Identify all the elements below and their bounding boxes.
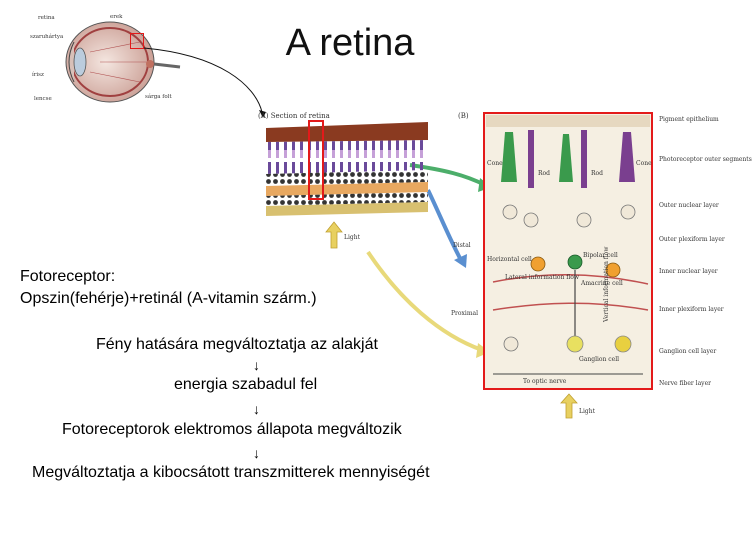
layer-label: Photoreceptor outer segments — [659, 156, 752, 163]
retina-section-drawing — [258, 122, 438, 217]
eye-label-blind-spot: sárga folt — [145, 94, 172, 100]
detail-label-horizontal-cell: Horizontal cell — [487, 256, 532, 263]
layer-label: Pigment epithelium — [659, 116, 719, 123]
layer-label: Outer plexiform layer — [659, 236, 725, 243]
light-arrow-icon — [326, 222, 342, 248]
detail-label-rod-2: Rod — [591, 170, 603, 177]
flow-arrow-3: ↓ — [253, 445, 260, 461]
eye-label-erek: erek — [110, 14, 123, 20]
detail-label-rod-1: Rod — [538, 170, 550, 177]
text-line-3: Fény hatására megváltoztatja az alakját — [96, 336, 378, 353]
retina-detail-figure — [451, 112, 752, 422]
layer-label: Inner plexiform layer — [659, 306, 724, 313]
text-line-6: Megváltoztatja a kibocsátott transzmitterek mennyiségét — [32, 464, 430, 481]
text-line-5: Fotoreceptorok elektromos állapota megváltozik — [62, 421, 402, 438]
detail-label-optic-nerve: To optic nerve — [523, 378, 567, 385]
detail-label-amacrine-cell: Amacrine cell — [581, 280, 623, 287]
detail-label-lateral-flow: Lateral information flow — [505, 274, 580, 281]
layer-label: Nerve fiber layer — [659, 380, 711, 387]
flow-arrow-2: ↓ — [253, 401, 260, 417]
section-light-label: Light — [344, 234, 361, 241]
layer-label: Ganglion cell layer — [659, 348, 717, 355]
eye-label-iris: írisz — [32, 72, 44, 78]
eye-label-lens: lencse — [34, 96, 52, 102]
detail-cells-drawing — [483, 112, 653, 390]
detail-label-proximal: Proximal — [451, 310, 479, 317]
detail-light-label: Light — [579, 408, 596, 415]
text-line-1: Fotoreceptor: — [20, 268, 116, 285]
detail-label-distal: Distal — [453, 242, 471, 249]
page-title: A retina — [285, 22, 415, 64]
detail-label-ganglion-cell: Ganglion cell — [579, 356, 620, 363]
detail-label-bipolar-cell: Bipolar cell — [583, 252, 618, 259]
section-highlight-box — [308, 120, 324, 200]
eye-label-retina: retina — [38, 15, 55, 21]
detail-label-cone-right: Cone — [636, 160, 652, 167]
section-label-b: (B) — [458, 112, 469, 120]
layer-labels — [659, 112, 752, 402]
text-line-4: energia szabadul fel — [174, 376, 318, 393]
detail-label-cone-left: Cone — [487, 160, 503, 167]
detail-light-arrow-icon — [561, 394, 577, 418]
flow-arrow-1: ↓ — [253, 357, 260, 373]
layer-label: Inner nuclear layer — [659, 268, 718, 275]
layer-label: Outer nuclear layer — [659, 202, 719, 209]
text-line-2: Opszin(fehérje)+retinál (A-vitamin szárm.) — [20, 290, 317, 307]
eye-label-conjunctiva: szaruhártya — [30, 34, 64, 40]
section-label-a: (A) Section of retina — [258, 112, 330, 120]
detail-label-vertical-flow: Vertical information flow — [603, 246, 610, 322]
